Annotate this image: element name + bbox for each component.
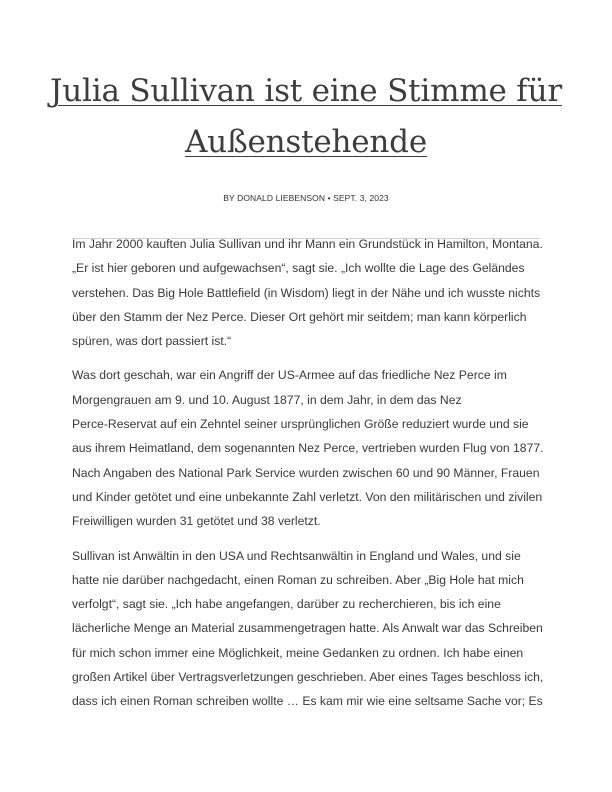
paragraph-2-line: Nach Angaben des National Park Service wurden zwischen 60 und 90 Männer, Frauen	[72, 465, 540, 480]
paragraph-1-line: Im Jahr 2000 kauften Julia Sullivan und ihr Mann ein Grundstück in Hamilton, Montana.	[72, 237, 543, 251]
paragraph-3-line: hatte nie darüber nachgedacht, einen Roman zu schreiben. Aber „Big Hole hat mich	[72, 572, 524, 587]
paragraph-1-line: „Er ist hier geboren und aufgewachsen“, sagt sie. „Ich wollte die Lage des Geländes	[72, 261, 525, 276]
paragraph-2-line: und Kinder getötet und eine unbekannte Zahl verletzt. Von den militärischen und zivilen	[72, 489, 543, 504]
paragraph-2-line: Was dort geschah, war ein Angriff der US-Armee auf das friedliche Nez Perce im	[72, 368, 507, 383]
article-title-line-1: Julia Sullivan ist eine Stimme für	[50, 73, 562, 109]
paragraph-3-line: dass ich einen Roman schreiben wollte … Es kam mir wie eine seltsame Sache vor; Es	[72, 694, 543, 709]
paragraph-2-line: Perce-Reservat auf ein Zehntel seiner ursprünglichen Größe reduziert wurde und sie	[72, 417, 529, 432]
paragraph-2-line: aus ihrem Heimatland, dem sogenannten Nez Perce, vertrieben wurden Flug von 1877.	[72, 441, 544, 456]
article-body	[72, 232, 542, 724]
paragraph-3	[72, 544, 542, 714]
article-byline: BY DONALD LIEBENSON • SEPT. 3, 2023	[223, 193, 389, 203]
paragraph-1-line: verstehen. Das Big Hole Battlefield (in Wisdom) liegt in der Nähe und ich wusste nichts	[72, 285, 541, 300]
paragraph-1-line: über den Stamm der Nez Perce. Dieser Ort gehört mir seitdem; man kann körperlich	[72, 309, 527, 324]
paragraph-3-line: für mich schon immer eine Möglichkeit, meine Gedanken zu ordnen. Ich habe einen	[72, 645, 524, 660]
paragraph-1-line: spüren, was dort passiert ist.“	[72, 334, 232, 349]
paragraph-3-line: lächerliche Menge an Material zusammengetragen hatte. Als Anwalt war das Schreiben	[72, 621, 543, 636]
article-title-line-2: Außenstehende	[185, 124, 427, 160]
paragraph-1	[72, 232, 542, 353]
paragraph-3-line: verfolgt“, sagt sie. „Ich habe angefangen, darüber zu recherchieren, bis ich eine	[72, 597, 501, 612]
paragraph-2-line: Freiwilligen wurden 31 getötet und 38 verletzt.	[72, 514, 321, 529]
paragraph-2	[72, 363, 542, 533]
paragraph-3-line: Sullivan ist Anwältin in den USA und Rechtsanwältin in England und Wales, und sie	[72, 548, 521, 563]
article-title[interactable]	[40, 66, 572, 168]
paragraph-2-line: Morgengrauen am 9. und 10. August 1877, in dem Jahr, in dem das Nez	[72, 392, 462, 407]
paragraph-3-line: großen Artikel über Vertragsverletzungen geschrieben. Aber eines Tages beschloss ich,	[72, 670, 544, 685]
